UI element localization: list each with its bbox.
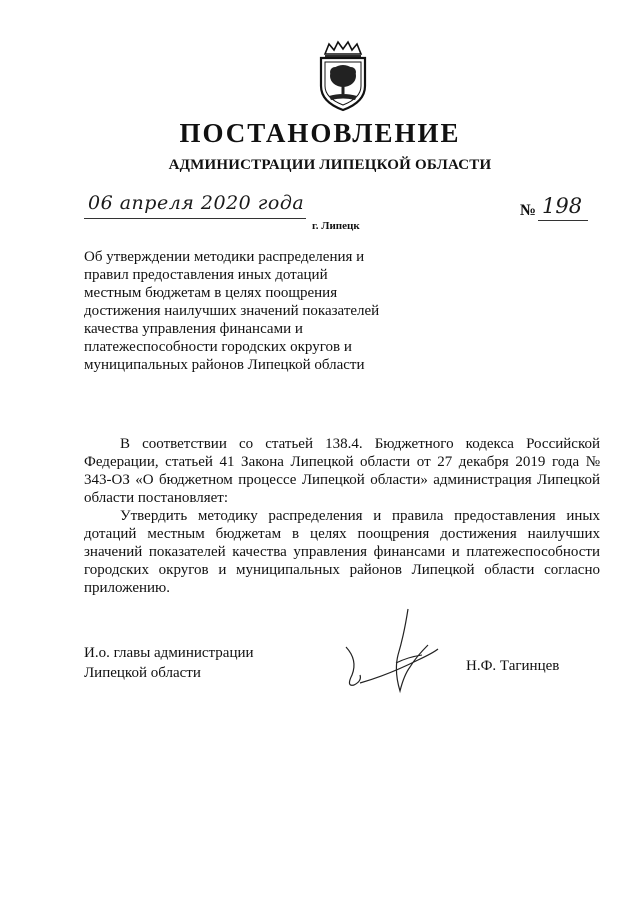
number-label: № xyxy=(520,202,537,219)
document-subtitle: АДМИНИСТРАЦИИ ЛИПЕЦКОЙ ОБЛАСТИ xyxy=(168,157,492,173)
number-underline xyxy=(538,220,588,221)
document-title: ПОСТАНОВЛЕНИЕ xyxy=(179,118,461,148)
document-body xyxy=(84,435,600,597)
date-underline xyxy=(84,218,306,219)
position-line-1: И.о. главы администрации xyxy=(84,645,254,661)
position-line-2: Липецкой области xyxy=(84,665,201,681)
coat-of-arms-emblem xyxy=(311,40,375,112)
body-paragraph-1: В соответствии со статьей 138.4. Бюджетного кодекса Российской Федерации, статьей 41 Закона Липецкой области от 27 декабря 2019 года № 343-ОЗ «О бюджетном процессе Липецкой области» администрация Липецкой области постановляет: xyxy=(84,436,600,506)
handwritten-date: 06 апреля 2020 года xyxy=(88,192,305,214)
signatory-position xyxy=(84,643,254,683)
handwritten-signature xyxy=(338,605,448,700)
document-subject: Об утверждении методики распределения и правил предоставления иных дотаций местным бюджетам в целях поощрения достижения наилучших значений показателей качества управления финансами и платежеспособности городских округов и муниципальных районов Липецкой области xyxy=(84,249,380,373)
city-label: г. Липецк xyxy=(312,220,360,232)
signer-name: Н.Ф. Тагинцев xyxy=(466,658,560,674)
handwritten-number: 198 xyxy=(542,194,583,218)
body-paragraph-2: Утвердить методику распределения и правила предоставления иных дотаций местным бюджетам в целях поощрения достижения наилучших значений показателей качества управления финансами и платежеспособности городских округов и муниципальных районов Липецкой области согласно приложению. xyxy=(84,508,600,596)
